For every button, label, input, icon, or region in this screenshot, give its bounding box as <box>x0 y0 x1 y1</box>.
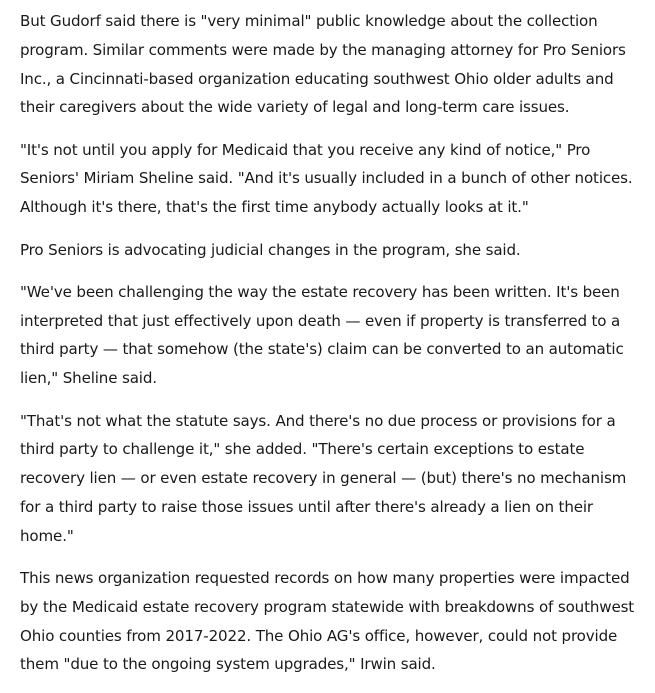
paragraph-4: "We've been challenging the way the estate recovery has been written. It's been interpreted that just effectively upon death — even if property is transferred to a third party — that somehow (the state's) claim can be converted to an automatic lien," Sheline said. <box>20 282 624 388</box>
paragraph-1: But Gudorf said there is "very minimal" public knowledge about the collection program. Similar comments were made by the managing attorney for Pro Seniors Inc., a Cincinnati-based organization educating southwest Ohio older adults and their caregivers about the wide variety of legal and long-term care issues. <box>20 12 626 117</box>
paragraph-6: This news organization requested records on how many properties were impacted by the Medicaid estate recovery program statewide with breakdowns of southwest Ohio counties from 2017-2022. The Ohio AG's office, however, could not provide them "due to the ongoing system upgrades," Irwin said. <box>20 569 635 674</box>
paragraph-2: "It's not until you apply for Medicaid that you receive any kind of notice," Pro Seniors' Miriam Sheline said. "And it's usually included in a bunch of other notices. Although it's there, that's the first time anybody actually looks at it." <box>20 140 633 217</box>
paragraph-3: Pro Seniors is advocating judicial changes in the program, she said. <box>20 240 521 259</box>
article-body <box>20 7 642 693</box>
paragraph-5: "That's not what the statute says. And there's no due process or provisions for a third party to challenge it," she added. "There's certain exceptions to estate recovery lien — or even estate recovery in general — (but) there's no mechanism for a third party to raise those issues until after there's already a lien on their home." <box>20 411 627 545</box>
